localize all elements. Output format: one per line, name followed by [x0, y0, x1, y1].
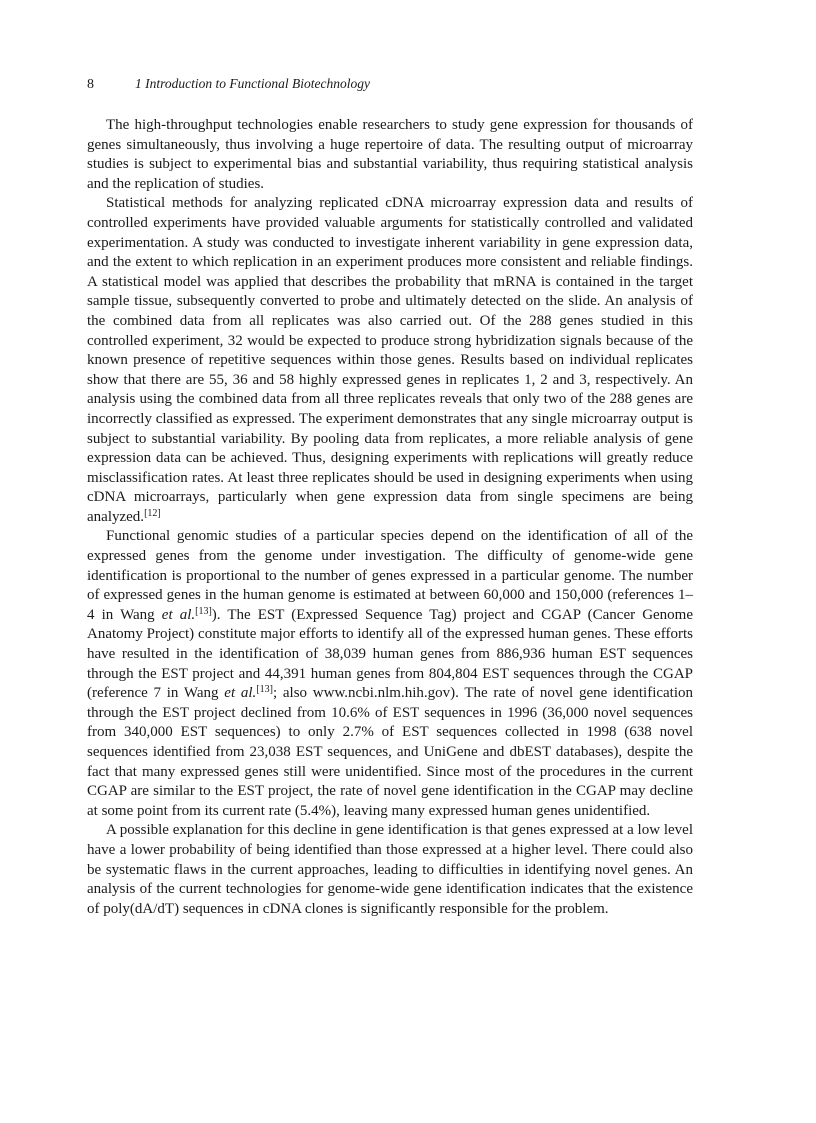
paragraph-3-text-c: ; also www.ncbi.nlm.hih.gov). The rate of novel gene identification through the EST project declined from 10.6% of EST sequences in 1996 (36,000 novel sequences from 340,000 EST sequences) to only 2.7% of EST sequences collected in 1998 (638 novel sequences identified from 23,038 EST sequences, and UniGene and dbEST databases), despite the fact that many expressed genes still were unidentified. Since most of the procedures in the current CGAP are similar to the EST project, the rate of novel gene identification in the CGAP may decline at some point from its current rate (5.4%), leaving many expressed human genes unidentified. [87, 685, 694, 819]
citation-12: [12] [144, 507, 161, 519]
paragraph-4 [87, 821, 693, 919]
et-al: et al. [224, 685, 257, 702]
paragraph-1 [87, 116, 693, 194]
running-header [87, 75, 370, 94]
et-al: et al. [161, 606, 196, 623]
paragraph-2 [87, 194, 693, 527]
paragraph-3 [87, 527, 693, 821]
paragraph-2-text: Statistical methods for analyzing replicated cDNA microarray expression data and results of controlled experiments have provided valuable arguments for statistically controlled and validated experimentation. A study was conducted to investigate inherent variability in gene expression data, and the extent to which replication in an experiment produces more consistent and reliable findings. A statistical model was applied that describes the probability that mRNA is contained in the target sample tissue, subsequently converted to probe and ultimately detected on the slide. An analysis of the combined data from all replicates was also carried out. Of the 288 genes studied in this controlled experiment, 32 would be expected to produce strong hybridization signals because of the known presence of repetitive sequences within those genes. Results based on individual replicates show that there are 55, 36 and 58 highly expressed genes in replicates 1, 2 and 3, respectively. An analysis using the combined data from all three replicates reveals that only two of the 288 genes are incorrectly classified as expressed. The experiment demonstrates that any single microarray output is subject to substantial variability. By pooling data from replicates, a more reliable analysis of gene expression data can be achieved. Thus, designing experiments with replications will greatly reduce misclassification rates. At least three replicates should be used in designing experiments when using cDNA microarrays, particularly when gene expression data from single specimens are being analyzed. [87, 195, 693, 525]
paragraph-3-text-b: ). The EST (Expressed Sequence Tag) project and CGAP (Cancer Genome Anatomy Project) constitute major efforts to identify all of the expressed human genes. These efforts have resulted in the identification of 38,039 human genes from 886,936 human EST sequences through the EST project and 44,391 human genes from 804,804 EST sequences through the CGAP (reference 7 in Wang [87, 606, 694, 702]
paragraph-1-text: The high-throughput technologies enable researchers to study gene expression for thousands of genes simultaneously, thus involving a huge repertoire of data. The resulting output of microarray studies is subject to experimental bias and substantial variability, thus requiring statistical analysis and the replication of studies. [87, 117, 693, 192]
running-title: 1 Introduction to Functional Biotechnology [135, 76, 370, 91]
body-text [87, 116, 693, 919]
citation-13: [13] [195, 605, 212, 617]
paragraph-3-text-a: Functional genomic studies of a particular species depend on the identification of all of the expressed genes from the genome under investigation. The difficulty of genome-wide gene identification is proportional to the number of genes expressed in a particular genome. The number of expressed genes in the human genome is estimated at between 60,000 and 150,000 (references 1–4 in Wang [87, 528, 693, 623]
page-number: 8 [87, 77, 94, 92]
paragraph-4-text: A possible explanation for this decline in gene identification is that genes expressed at a low level have a lower probability of being identified than those expressed at a higher level. There could also be systematic flaws in the current approaches, leading to difficulties in identifying novel genes. An analysis of the current technologies for genome-wide gene identification indicates that the existence of poly(dA/dT) sequences in cDNA clones is significantly responsible for the problem. [87, 822, 693, 917]
citation-13: [13] [256, 684, 273, 696]
